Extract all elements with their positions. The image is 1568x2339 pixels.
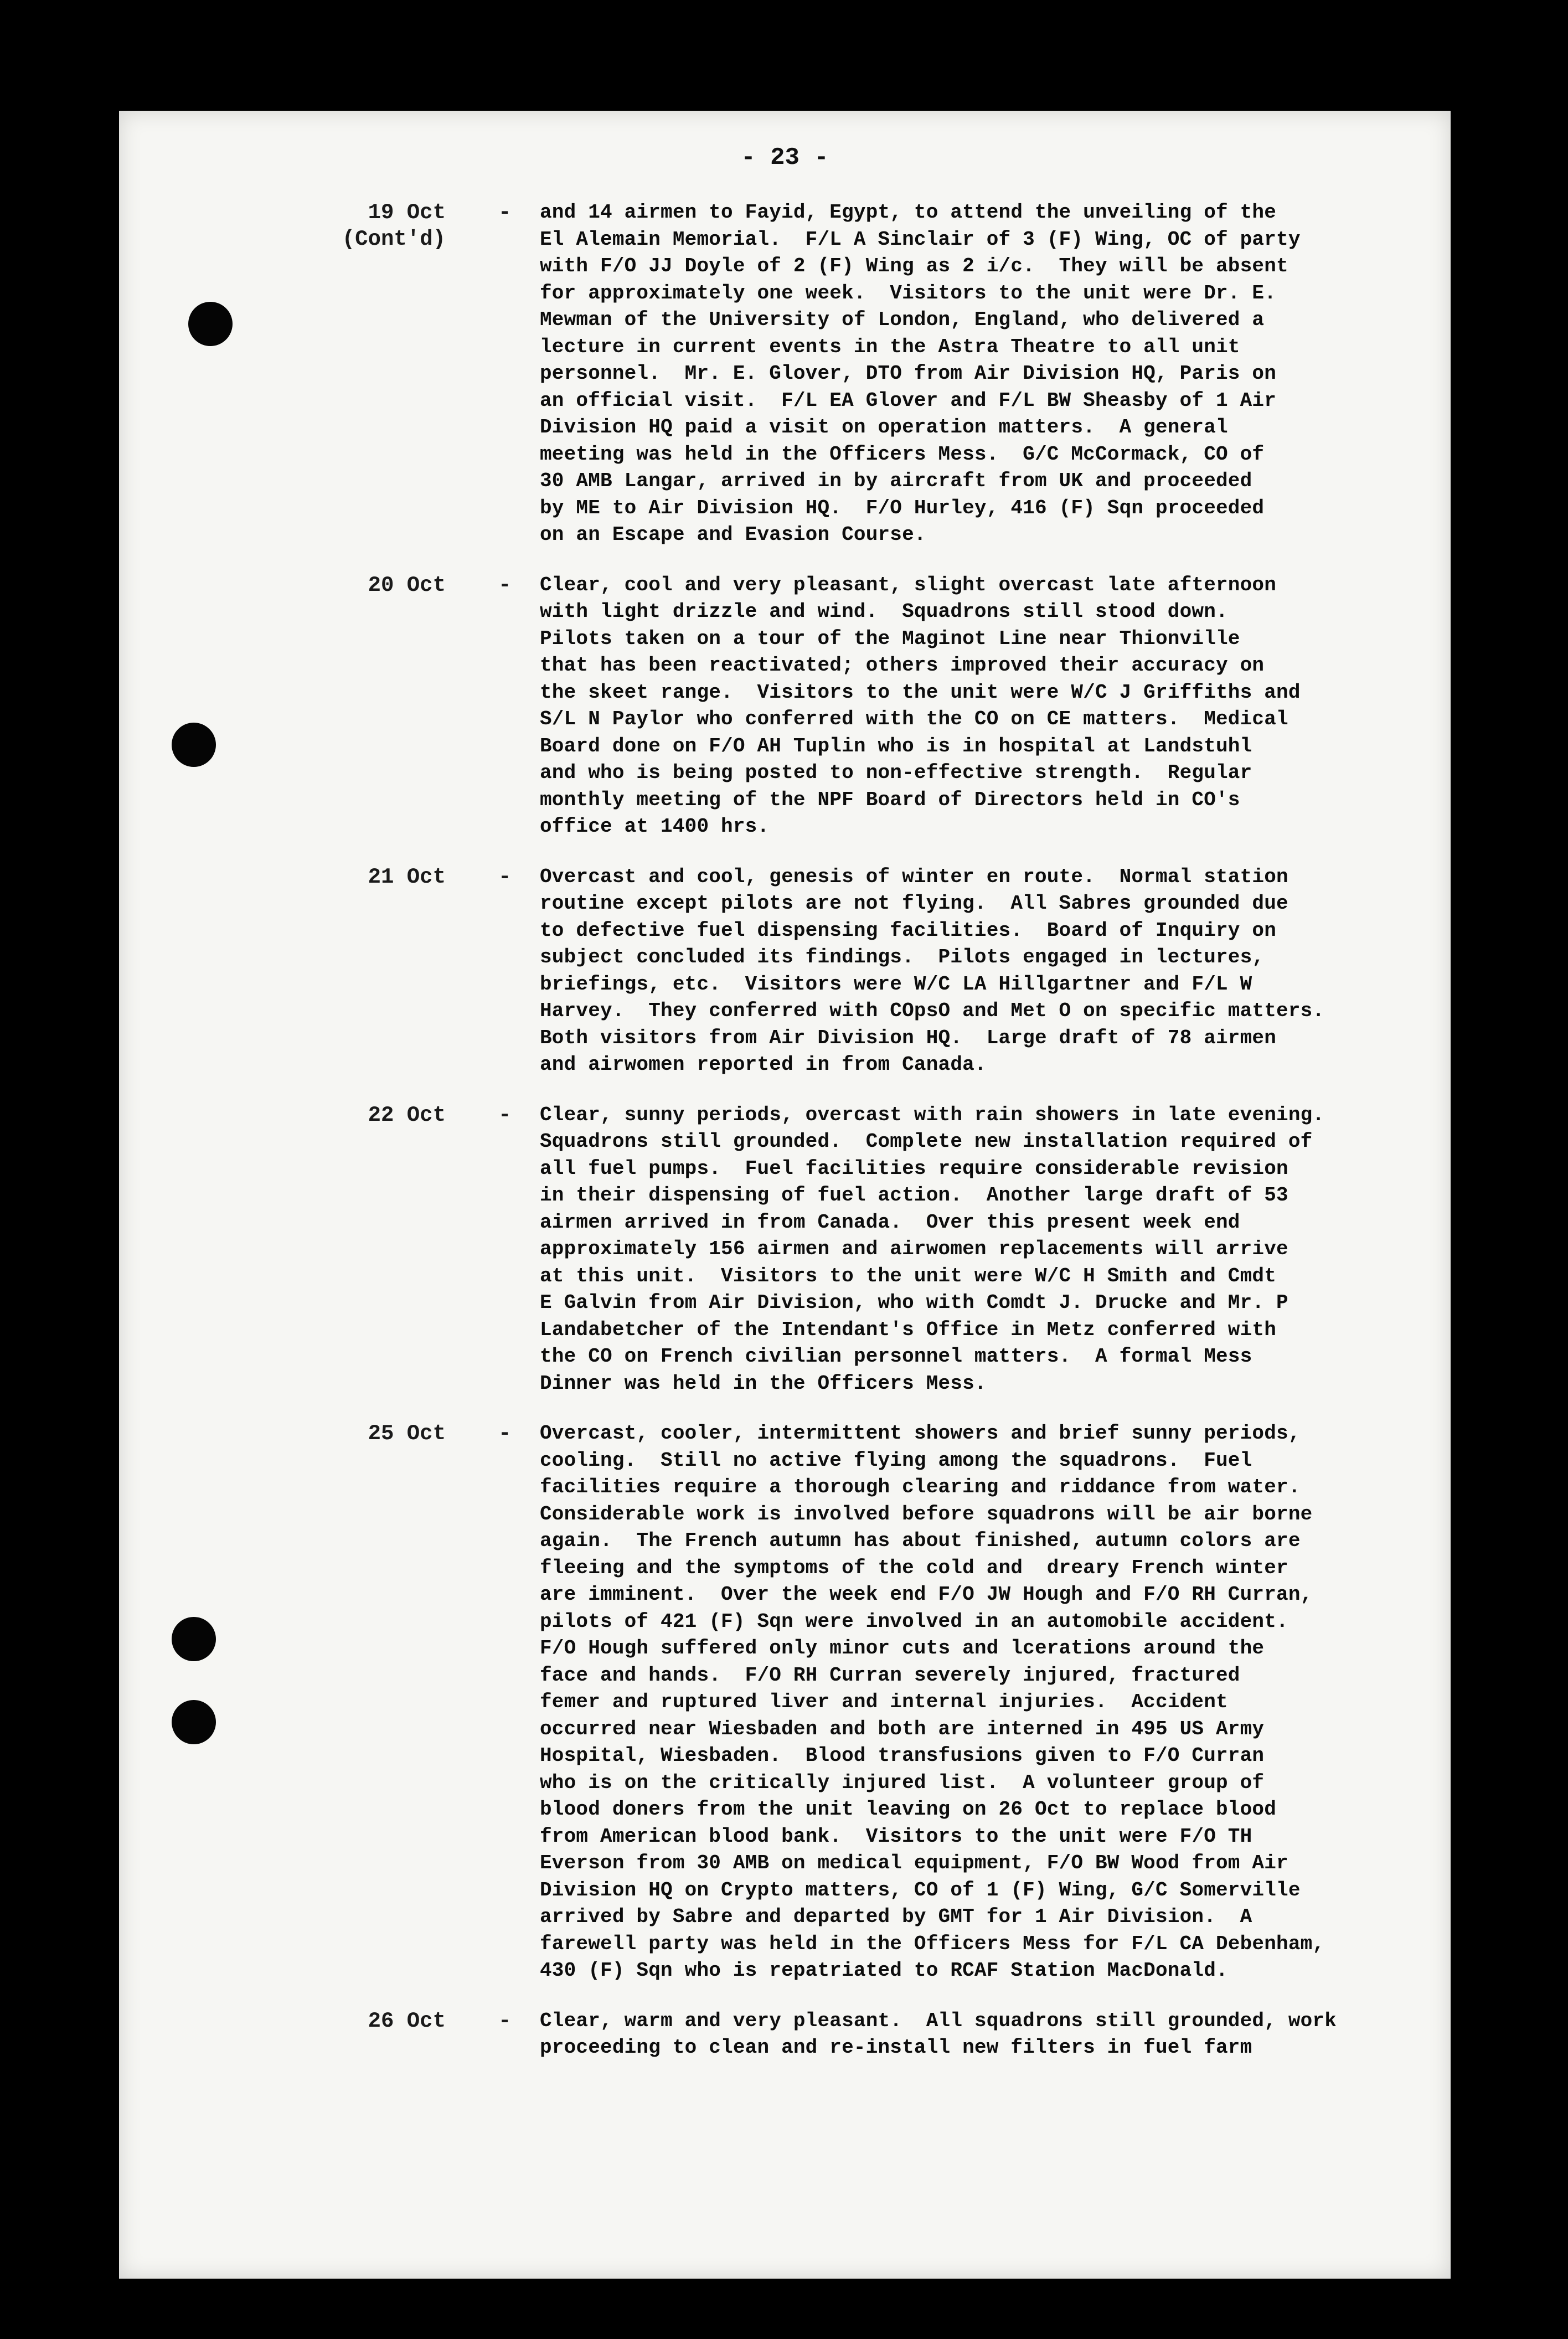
entry-text <box>540 1102 1415 1398</box>
entry-date: 19 Oct <box>368 200 446 225</box>
text-line: S/L N Paylor who conferred with the CO on CE matters. Medical <box>540 708 1288 730</box>
text-line: Hospital, Wiesbaden. Blood transfusions given to F/O Curran <box>540 1744 1265 1767</box>
text-line: farewell party was held in the Officers Mess for F/L CA Debenham, <box>540 1932 1325 1955</box>
text-line: Everson from 30 AMB on medical equipment, F/O BW Wood from Air <box>540 1852 1288 1874</box>
entry-text <box>540 864 1415 1079</box>
text-line: proceeding to clean and re-install new filters in fuel farm <box>540 2036 1252 2059</box>
diary-entry <box>119 2008 1451 2062</box>
text-line: femer and ruptured liver and internal injuries. Accident <box>540 1691 1228 1713</box>
text-line: with F/O JJ Doyle of 2 (F) Wing as 2 i/c. They will be absent <box>540 255 1288 277</box>
entry-text <box>540 1420 1415 1985</box>
text-line: E Galvin from Air Division, who with Comdt J. Drucke and Mr. P <box>540 1291 1288 1314</box>
text-line: facilities require a thorough clearing and riddance from water. <box>540 1476 1301 1498</box>
text-line: subject concluded its findings. Pilots engaged in lectures, <box>540 946 1265 968</box>
text-line: Both visitors from Air Division HQ. Large draft of 78 airmen <box>540 1026 1277 1049</box>
text-line: monthly meeting of the NPF Board of Directors held in CO's <box>540 788 1240 811</box>
text-line: F/O Hough suffered only minor cuts and lcerations around the <box>540 1637 1265 1660</box>
entry-text <box>540 2008 1415 2062</box>
text-line: at this unit. Visitors to the unit were W/C H Smith and Cmdt <box>540 1264 1277 1287</box>
diary-entry <box>119 864 1451 1079</box>
text-line: occurred near Wiesbaden and both are interned in 495 US Army <box>540 1717 1265 1740</box>
text-line: by ME to Air Division HQ. F/O Hurley, 416 (F) Sqn proceeded <box>540 496 1265 519</box>
text-line: the CO on French civilian personnel matters. A formal Mess <box>540 1345 1252 1368</box>
text-line: are imminent. Over the week end F/O JW Hough and F/O RH Curran, <box>540 1583 1313 1606</box>
entry-dash: - <box>498 2008 512 2033</box>
diary-entry <box>119 199 1451 549</box>
diary-entry <box>119 1102 1451 1398</box>
text-line: and who is being posted to non-effective strength. Regular <box>540 761 1252 784</box>
text-line: cooling. Still no active flying among the squadrons. Fuel <box>540 1449 1252 1472</box>
text-line: Clear, warm and very pleasant. All squadrons still grounded, work <box>540 2009 1337 2032</box>
text-line: who is on the critically injured list. A volunteer group of <box>540 1771 1265 1794</box>
entry-date: 20 Oct <box>368 573 446 597</box>
text-line: with light drizzle and wind. Squadrons still stood down. <box>540 600 1228 623</box>
entry-dash: - <box>498 200 512 225</box>
text-line: Division HQ paid a visit on operation matters. A general <box>540 416 1228 439</box>
document-page <box>119 111 1451 2279</box>
text-line: airmen arrived in from Canada. Over this present week end <box>540 1210 1240 1234</box>
entry-continued-label: (Cont'd) <box>342 227 446 251</box>
entry-text <box>540 572 1415 841</box>
text-line: Clear, sunny periods, overcast with rain showers in late evening. <box>540 1103 1325 1126</box>
text-line: Clear, cool and very pleasant, slight overcast late afternoon <box>540 573 1277 596</box>
entry-date: 25 Oct <box>368 1421 446 1446</box>
text-line: Dinner was held in the Officers Mess. <box>540 1372 987 1395</box>
entry-date: 22 Oct <box>368 1102 446 1127</box>
text-line: El Alemain Memorial. F/L A Sinclair of 3 (F) Wing, OC of party <box>540 228 1301 251</box>
entry-dash: - <box>498 1421 512 1446</box>
text-line: an official visit. F/L EA Glover and F/L BW Sheasby of 1 Air <box>540 389 1277 412</box>
diary-entry <box>119 572 1451 841</box>
text-line: and 14 airmen to Fayid, Egypt, to attend the unveiling of the <box>540 201 1277 224</box>
text-line: that has been reactivated; others improved their accuracy on <box>540 654 1265 677</box>
text-line: Overcast, cooler, intermittent showers and brief sunny periods, <box>540 1422 1301 1445</box>
text-line: meeting was held in the Officers Mess. G/C McCormack, CO of <box>540 442 1265 466</box>
text-line: Board done on F/O AH Tuplin who is in hospital at Landstuhl <box>540 734 1252 758</box>
text-line: briefings, etc. Visitors were W/C LA Hillgartner and F/L W <box>540 972 1252 996</box>
text-line: pilots of 421 (F) Sqn were involved in an automobile accident. <box>540 1610 1288 1633</box>
page-number: - 23 - <box>741 144 829 172</box>
text-line: office at 1400 hrs. <box>540 815 770 838</box>
text-line: routine except pilots are not flying. All Sabres grounded due <box>540 892 1288 915</box>
text-line: blood doners from the unit leaving on 26 Oct to replace blood <box>540 1798 1277 1821</box>
text-line: all fuel pumps. Fuel facilities require considerable revision <box>540 1157 1288 1180</box>
text-line: approximately 156 airmen and airwomen replacements will arrive <box>540 1238 1288 1260</box>
diary-entry <box>119 1420 1451 1985</box>
text-line: fleeing and the symptoms of the cold and dreary French winter <box>540 1556 1288 1579</box>
text-line: face and hands. F/O RH Curran severely injured, fractured <box>540 1663 1240 1687</box>
text-line: Pilots taken on a tour of the Maginot Line near Thionville <box>540 627 1240 650</box>
text-line: the skeet range. Visitors to the unit were W/C J Griffiths and <box>540 681 1301 704</box>
text-line: Landabetcher of the Intendant's Office in Metz conferred with <box>540 1318 1277 1341</box>
text-line: 30 AMB Langar, arrived in by aircraft from UK and proceeded <box>540 470 1252 492</box>
text-line: Squadrons still grounded. Complete new installation required of <box>540 1130 1313 1153</box>
text-line: for approximately one week. Visitors to the unit were Dr. E. <box>540 281 1277 305</box>
text-line: 430 (F) Sqn who is repatriated to RCAF Station MacDonald. <box>540 1959 1228 1982</box>
entry-dash: - <box>498 1102 512 1127</box>
text-line: Harvey. They conferred with COpsO and Met O on specific matters. <box>540 1000 1325 1022</box>
text-line: lecture in current events in the Astra Theatre to all unit <box>540 335 1240 358</box>
entry-text <box>540 199 1415 549</box>
text-line: Division HQ on Crypto matters, CO of 1 (F) Wing, G/C Somerville <box>540 1878 1301 1902</box>
text-line: again. The French autumn has about finished, autumn colors are <box>540 1529 1301 1552</box>
entry-date: 26 Oct <box>368 2008 446 2033</box>
diary-entries <box>119 199 1451 2085</box>
text-line: to defective fuel dispensing facilities. Board of Inquiry on <box>540 919 1277 942</box>
text-line: personnel. Mr. E. Glover, DTO from Air Division HQ, Paris on <box>540 362 1277 385</box>
text-line: from American blood bank. Visitors to the unit were F/O TH <box>540 1825 1252 1848</box>
text-line: Mewman of the University of London, England, who delivered a <box>540 308 1265 331</box>
entry-date: 21 Oct <box>368 864 446 889</box>
entry-dash: - <box>498 864 512 889</box>
text-line: and airwomen reported in from Canada. <box>540 1053 987 1076</box>
text-line: in their dispensing of fuel action. Another large draft of 53 <box>540 1184 1288 1207</box>
entry-dash: - <box>498 573 512 597</box>
text-line: on an Escape and Evasion Course. <box>540 523 926 546</box>
text-line: arrived by Sabre and departed by GMT for 1 Air Division. A <box>540 1905 1252 1928</box>
text-line: Considerable work is involved before squadrons will be air borne <box>540 1502 1313 1526</box>
text-line: Overcast and cool, genesis of winter en route. Normal station <box>540 865 1288 888</box>
